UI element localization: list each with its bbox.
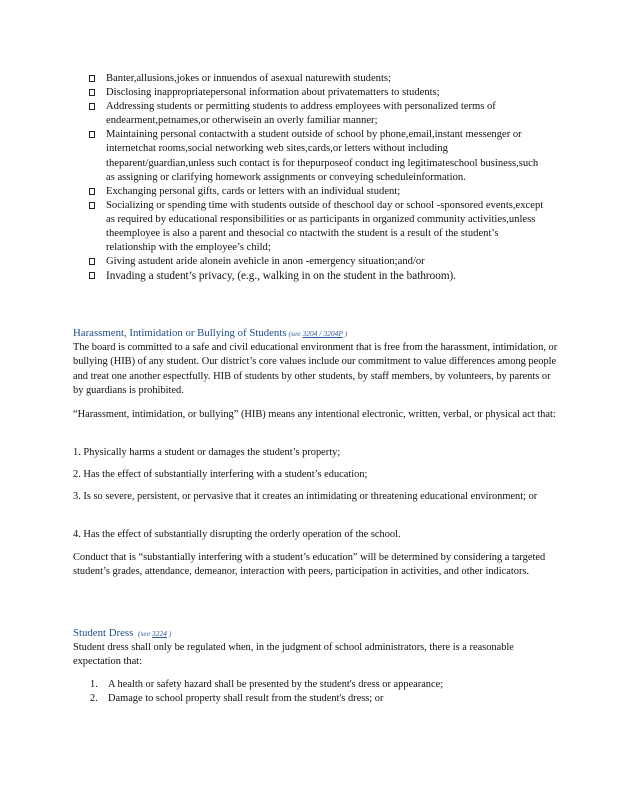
list-item: Addressing students or permitting students to address employees with personalized terms of endearment,petnames,or otherwisein an overly familiar manner; — [84, 100, 544, 128]
list-item: Exchanging personal gifts, cards or letters with an individual student; — [84, 185, 544, 199]
student-dress-list — [90, 678, 550, 707]
checkbox-bullet-icon — [89, 75, 95, 82]
hib-item: 4. Has the effect of substantially disrupting the orderly operation of the school. — [73, 529, 401, 540]
harassment-section-title: Harassment, Intimidation or Bullying of Students (see 3204 / 3204P ) — [73, 327, 348, 339]
list-item: Disclosing inappropriatepersonal information about privatematters to students; — [84, 86, 544, 100]
list-item: 1. A health or safety hazard shall be presented by the student's dress or appearance; — [90, 679, 444, 690]
hib-item: 3. Is so severe, persistent, or pervasive that it creates an intimidating or threatening educational environment; or — [73, 491, 538, 502]
policy-reference-link[interactable]: 3204 / 3204P — [302, 329, 343, 338]
list-item: Maintaining personal contactwith a student outside of school by phone,email,instant messenger or internetchat rooms,social networking web sites,cards,or letters without including theparent/guardian,unless such contact is for thepurposeof conduct ing legitimateschool business,such as assigning or clarifying homework assignments or conveying scheduleinformation. — [84, 128, 544, 184]
list-item: Giving astudent aride alonein avehicle in anon -emergency situation;and/or — [84, 255, 544, 269]
checkbox-bullet-icon — [89, 103, 95, 110]
list-item: Socializing or spending time with students outside of theschool day or school -sponsored events,except as required by educational responsibilities or as participants in organized community activities,unless theemployee is also a parent and thesocial co ntactwith the student is a result of the student’s relationship with the employee’s child; — [84, 199, 544, 255]
policy-reference: (see 3204 / 3204P ) — [288, 329, 348, 338]
checkbox-bullet-icon — [89, 258, 95, 265]
checkbox-bullet-icon — [89, 202, 95, 209]
list-item: 2. Damage to school property shall result from the student's dress; or — [90, 693, 384, 705]
student-dress-paragraph: Student dress shall only be regulated when, in the judgment of school administrators, there is a reasonable expectation that: — [73, 642, 514, 668]
conduct-bullet-list — [84, 72, 544, 284]
list-item: Invading a student’s privacy, (e.g., walking in on the student in the bathroom). — [84, 269, 544, 284]
hib-item: 2. Has the effect of substantially interfering with a student’s education; — [73, 469, 368, 480]
student-dress-section-title: Student Dress (see 3224 ) — [73, 627, 172, 639]
harassment-paragraph: The board is committed to a safe and civil educational environment that is free from the harassment, intimidation, or bullying (HIB) of any student. Our district’s core values include our commitment to value differences among people and treat one another espectfully. HIB of students by other students, by staff members, by volunteers, by parents or by guardians is prohibited. — [73, 342, 558, 396]
hib-definition-paragraph: “Harassment, intimidation, or bullying” (HIB) means any intentional electronic, written, verbal, or physical act that: — [73, 409, 556, 420]
list-item: Banter,allusions,jokes or innuendos of asexual naturewith students; — [84, 72, 544, 86]
checkbox-bullet-icon — [89, 188, 95, 195]
checkbox-bullet-icon — [89, 131, 95, 138]
hib-item: 1. Physically harms a student or damages the student’s property; — [73, 447, 341, 458]
policy-reference-link[interactable]: 3224 — [151, 629, 167, 638]
hib-conduct-paragraph: Conduct that is “substantially interfering with a student’s education” will be determined by considering a targeted student’s grades, attendance, demeanor, interaction with peers, participation in activities, and other indicators. — [73, 552, 546, 578]
policy-reference: (see 3224 ) — [137, 629, 172, 638]
checkbox-bullet-icon — [89, 272, 95, 279]
checkbox-bullet-icon — [89, 89, 95, 96]
